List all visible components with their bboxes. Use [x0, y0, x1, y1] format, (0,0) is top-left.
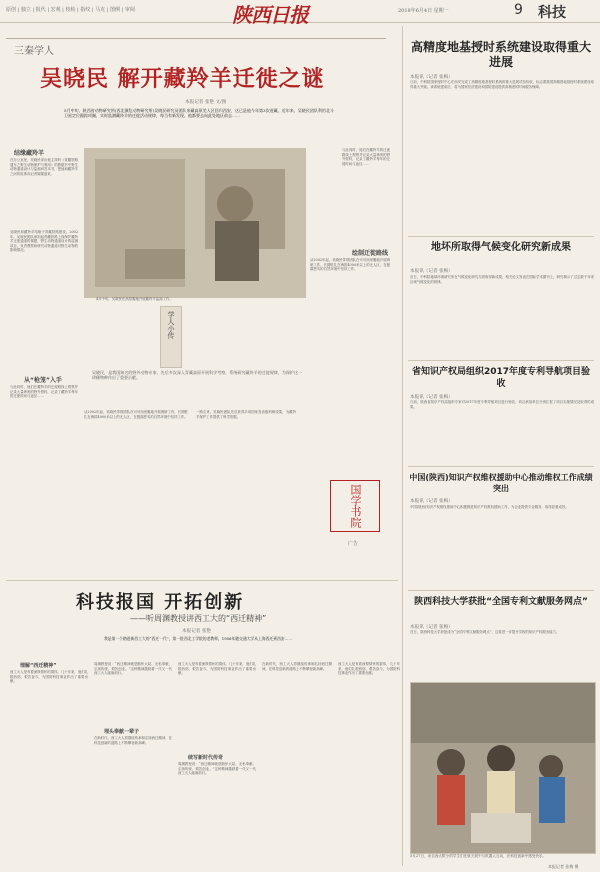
column-name: 三秦学人: [14, 46, 54, 57]
ad-label: 广告: [348, 541, 359, 547]
issue-date: 2018年6月4日 星期一: [398, 8, 449, 14]
subhead-1: 结缘藏羚羊: [14, 150, 45, 157]
feature-column-5: 西工大人是有着深厚情怀的群体，几十年来，他们扎根西部、艰苦奋斗，为国防科技事业作出了重要贡献。: [338, 662, 400, 676]
article-column-5: 从2002年起，吴晓民带领团队在可可西里腹地开展调研工作，长期驻扎在海拔4000米以上的无人区，在极端恶劣的自然环境中坚持工作。: [310, 258, 390, 272]
students-photo: [410, 682, 596, 854]
header-nav: 原创 | 独立 | 报代 | 宏观 | 校检 | 指纹 | 马克 | 图例 | 审阅: [6, 7, 135, 13]
right-article-4-title: 中国(陕西)知识产权维权援助中心推动维权工作成绩突出: [409, 473, 593, 493]
feature-byline: 本报记者 张艳: [182, 629, 212, 634]
right-article-1-byline: 本报讯（记者 张梅）: [410, 75, 453, 80]
feature-column-3b: 周渊教授说：“西迁精神就是胸怀大局、无私奉献、弘扬传统、艰苦创业。”这种精神激励着一代又一代西工大人砥砺前行。: [178, 762, 256, 776]
right-article-2-byline: 本报讯（记者 张梅）: [410, 269, 453, 274]
right-article-5-text: 近日，陕西科技大学获批成为“全国专利文献服务网点”，这将进一步提升学校的知识产权服务能力。: [410, 630, 560, 634]
right-article-2-text: 近日，中科院地球环境研究所在气候变化研究方面取得新成果，相关论文发表在国际学术期刊上，研究揭示了过去数千年来区域气候变化的规律。: [410, 275, 594, 284]
column-divider: [6, 38, 386, 39]
article-column-1: 在办公室里，吴晓民拿出他主持的《青藏铁路通车之野生动物保护与利用》的数据书中野生动物通道设计与监测问答本书，把他和藏羚羊之间的故事向记者娓娓道来。: [10, 158, 78, 176]
feature-subhead-3: 续写新时代传奇: [188, 755, 224, 761]
feature-column-2b: 在新时代，西工大人将继续传承和弘扬西迁精神，在科技创新的道路上不断攀登新高峰。: [94, 736, 172, 745]
main-byline: 本报记者 张艳 文/图: [185, 100, 227, 105]
feature-subtitle: ——听周渊教授讲西工大的“西迁精神”: [130, 614, 267, 623]
column-separator: [402, 26, 403, 866]
feature-column-4: 在新时代，西工大人将继续传承和弘扬西迁精神，在科技创新的道路上不断攀登新高峰。: [262, 662, 332, 671]
right-article-4-byline: 本报讯（记者 张梅）: [410, 499, 453, 504]
right-article-1-text: 日前，中科院国家授时中心在西安完成了高精度地基授时系统的重大进展试验验收，标志着我国高精度地基授时系统建设取得重大突破。该系统建成后，将为国家经济建设和国防建设提供高精度的时间服务保障。: [410, 80, 594, 89]
page-number: 9: [514, 2, 523, 18]
right-divider-3: [408, 466, 594, 467]
feature-column-3a: 西工大人是有着深厚情怀的群体，几十年来，他们扎根西部、艰苦奋斗，为国防科技事业作出了重要贡献。: [178, 662, 256, 676]
bio-text: 吴晓民，是我国知名的野外动物专家，先后多次深入青藏高原开展科学考察，系统研究藏羚羊的迁徙规律，为保护这一珍稀物种作出了重要贡献。: [92, 370, 302, 381]
right-article-1-title: 高精度地基授时系统建设取得重大进展: [410, 40, 591, 69]
right-divider-2: [408, 360, 594, 361]
right-article-4-text: 中国(陕西)知识产权维权援助中心积极推进知识产权维权援助工作，为企业提供专业服务，取得显著成效。: [410, 505, 569, 509]
newspaper-logo: 陕西日报: [232, 3, 308, 27]
right-article-3-byline: 本报讯（记者 张梅）: [410, 395, 453, 400]
lead-paragraph: 5月中旬，陕西省动物研究所(西北濒危动物研究所)吴晓民研究员团队来藏高原羌人区回归西安，这已是他今年第3次进藏。近年来，吴晓民团队利用北斗卫星定位跟踪项圈，实时监测藏羚羊的迁徙活动规律，每当有新发现，他都要去向此处地区前去……: [64, 108, 334, 119]
right-article-5-title: 陕西科技大学获批“全国专利文献服务网点”: [414, 597, 588, 607]
article-column-2: 从2002年起，吴晓民带领团队在可可西里腹地开展调研工作，长期驻扎在海拔4000米以上的无人区，在极端恶劣的自然环境中坚持工作。: [84, 410, 188, 419]
article-column-4: 与此同时，他们在藏羚羊的迁徙路线上观察并记录大量珍贵的野外资料，记录了藏羚羊每年的迁徙时间与途径……: [342, 148, 390, 166]
students-photo-credit: 本报记者 张梅 摄: [548, 864, 579, 869]
feature-subhead-1: 理解“西迁精神”: [20, 663, 57, 669]
feature-lead: 我是第一个踏进新西工大的“西迁一代”，第一批西北工学院的老教师，1956年随交通大学从上海西迁到西安……: [104, 636, 293, 641]
right-divider-1: [408, 236, 594, 237]
students-photo-caption: 5月27日，来自西大附小的学生们在航天展中与机器人互动，在科技创新中感受快乐。: [410, 854, 547, 858]
article-column-3: 一路走来，吴晓民团队先后获得多项国家及省级科研成果，为藏羚羊保护工作提供了科学依据。: [196, 410, 296, 419]
feature-column-1: 西工大人是有着深厚情怀的群体，几十年来，他们扎根西部、艰苦奋斗，为国防科技事业作出了重要贡献。: [10, 670, 88, 684]
right-article-5-byline: 本报讯（记者 张梅）: [410, 625, 453, 630]
section-name: 科技: [538, 5, 566, 21]
page-header: [0, 0, 600, 27]
main-title: 吴晓民 解开藏羚羊迁徙之谜: [40, 67, 325, 92]
scientist-photo: [84, 148, 306, 298]
article-column-1c: 与此同时，他们在藏羚羊的迁徙路线上观察并记录大量珍贵的野外资料，记录了藏羚羊每年的迁徙时间与途径……: [10, 385, 78, 399]
ad-block: [318, 470, 398, 560]
photo-caption: 4月中旬，吴晓民在高原腹地开展藏羚羊监测工作。: [96, 297, 173, 301]
ad-seal: 国学书院: [330, 480, 380, 532]
scientist-photo-art: [85, 149, 305, 297]
feature-subhead-2: 埋头奉献一辈子: [104, 729, 140, 735]
subhead-3: 绘制迁徙路线: [352, 250, 389, 257]
students-photo-art: [411, 683, 595, 853]
right-article-3-text: 日前，陕西省知识产权局组织专家对2017年度专利导航项目进行验收，项目承担单位分别汇报了项目实施情况及取得的成果。: [410, 400, 594, 409]
article-column-1b: 吴晓民和藏羚羊结缘于青藏铁路建设。2002年，吴晓民团队承担起青藏铁路上线保护藏羚羊迁徙通道的课题，野生动物通道设计的监测项目，负责观察和研究动物通道对野生动物的影响情况。: [10, 230, 78, 253]
right-article-3-title: 省知识产权局组织2017年度专利导航项目验收: [411, 367, 591, 389]
feature-column-2a: 周渊教授说：“西迁精神就是胸怀大局、无私奉献、弘扬传统、艰苦创业。”这种精神激励着一代又一代西工大人砥砺前行。: [94, 662, 172, 676]
right-divider-4: [408, 590, 594, 591]
bio-label-box: [160, 306, 182, 368]
feature-divider: [6, 580, 398, 581]
subhead-2: 从“枪笼”入手: [24, 377, 62, 384]
feature-title: 科技报国 开拓创新: [76, 592, 245, 613]
bio-label: 学人小传: [167, 311, 175, 339]
right-article-2-title: 地坏所取得气候变化研究新成果: [431, 242, 571, 253]
